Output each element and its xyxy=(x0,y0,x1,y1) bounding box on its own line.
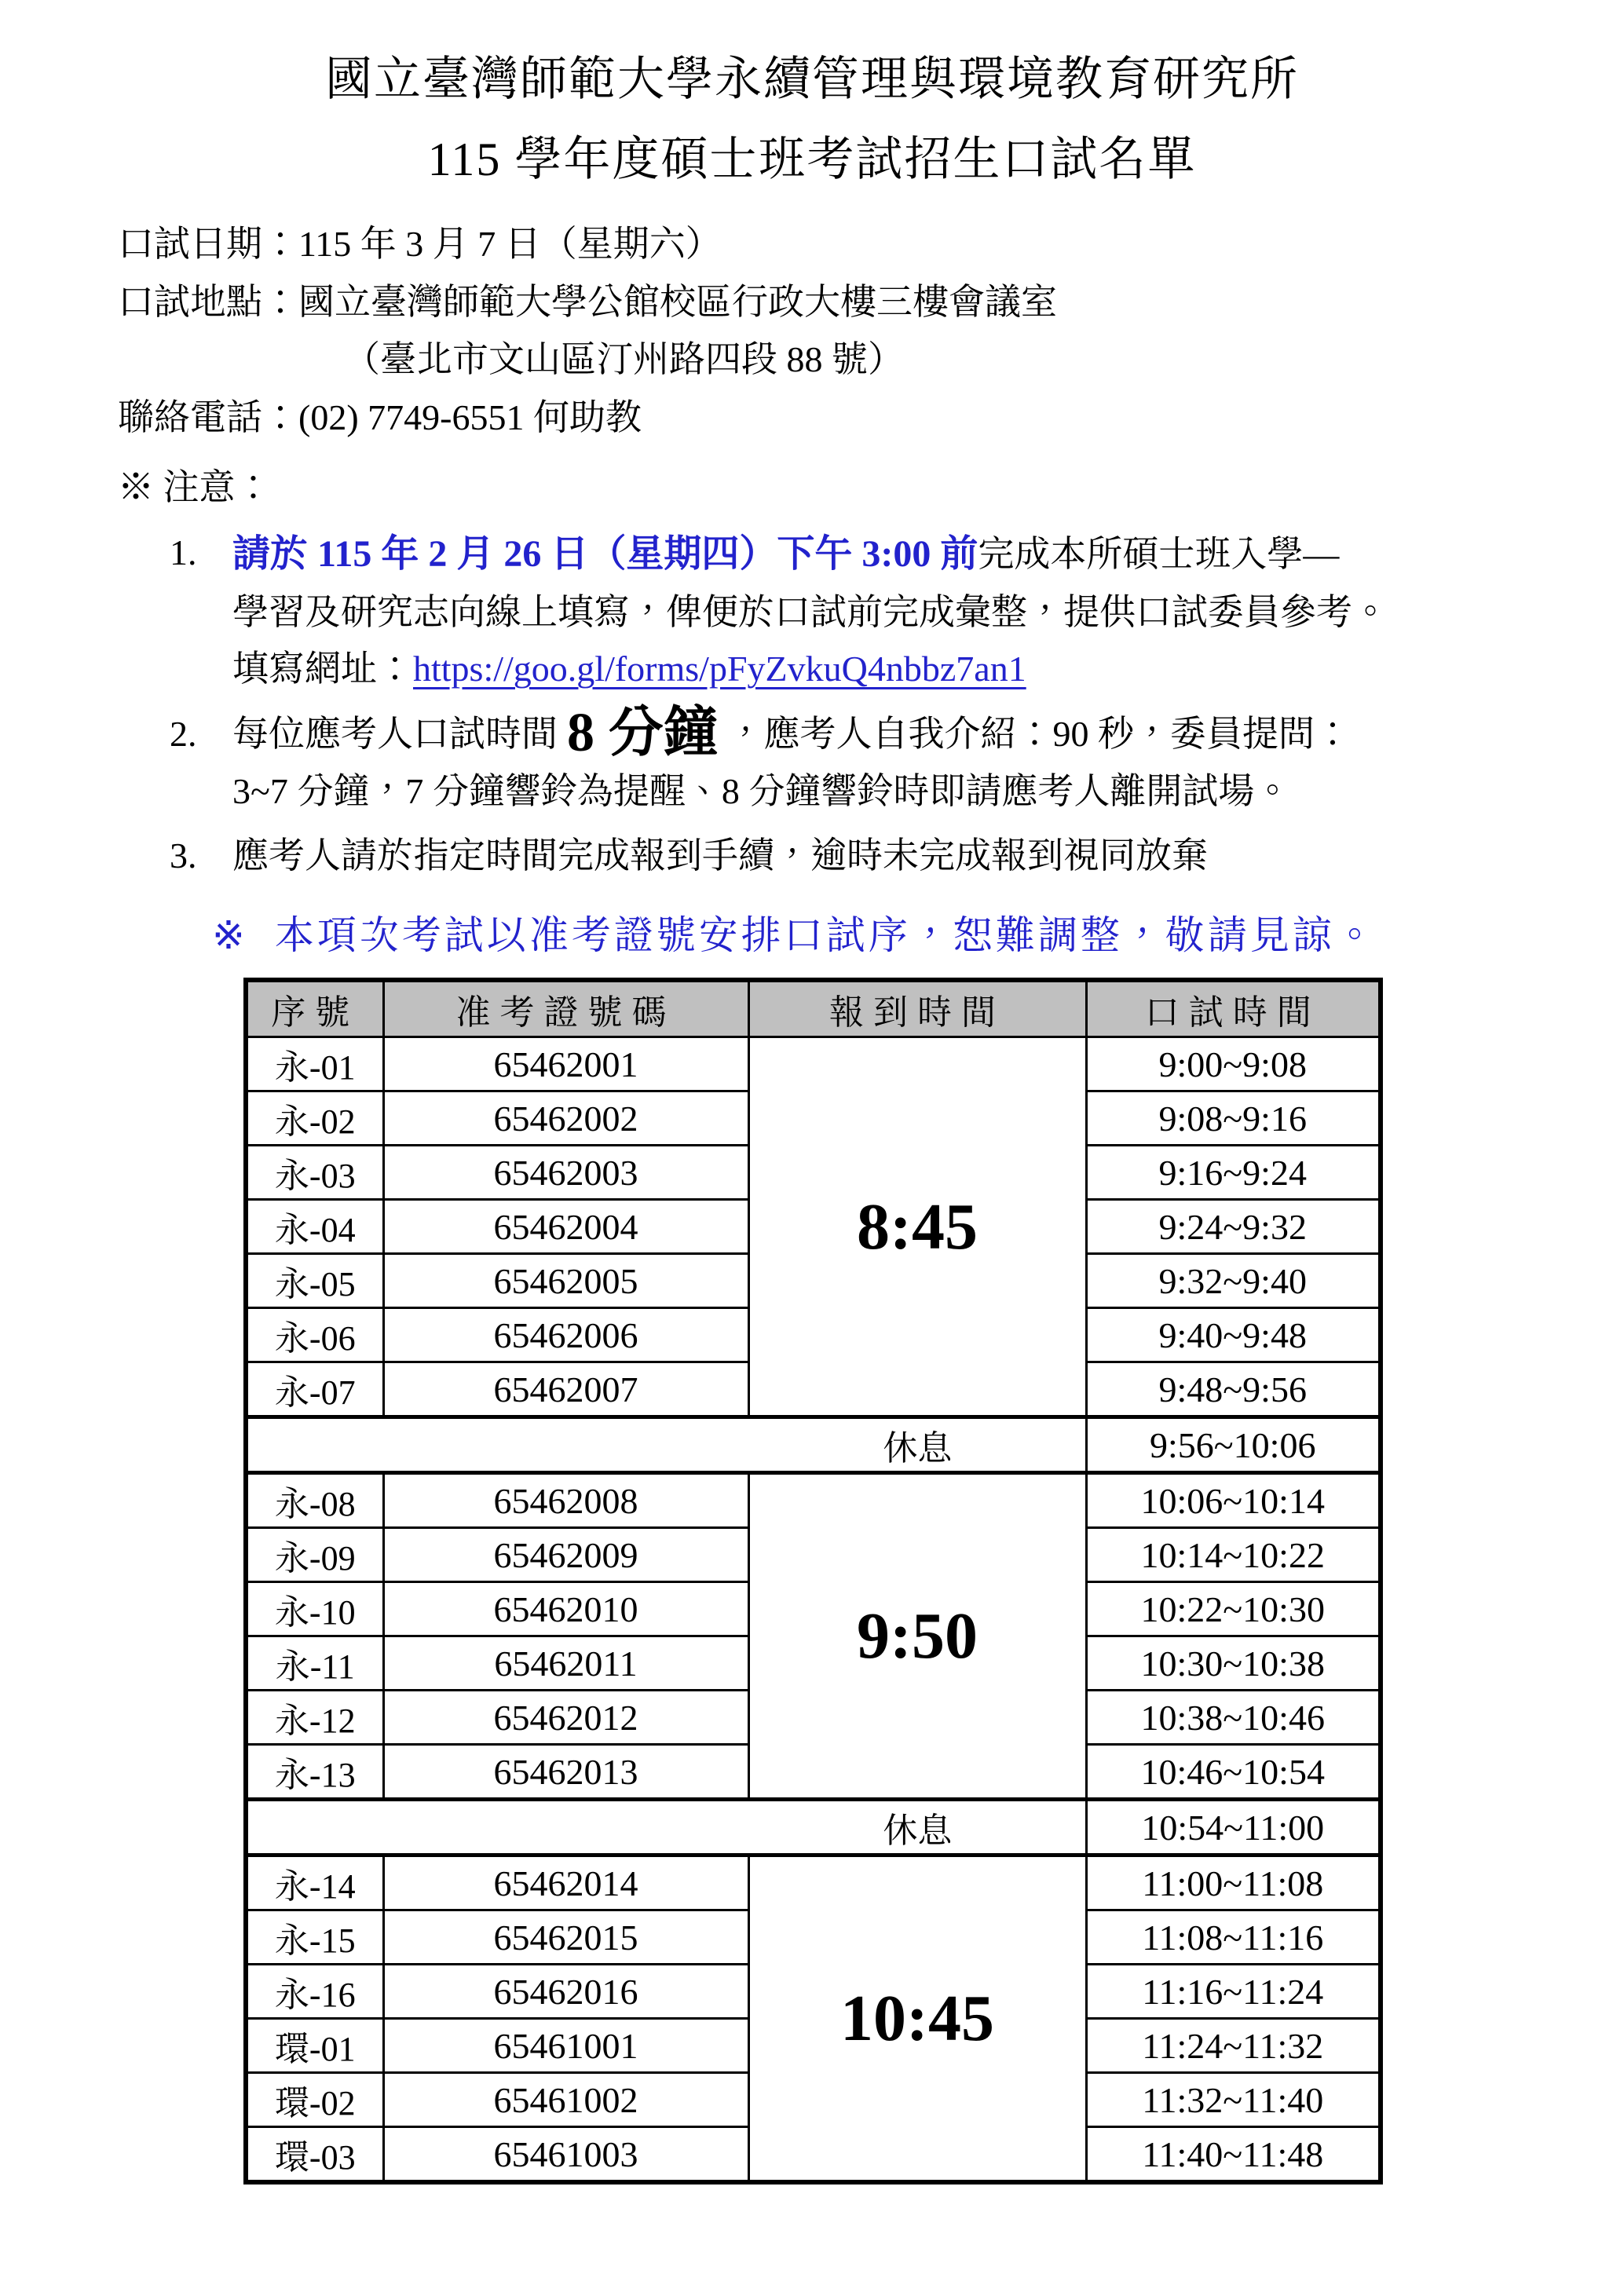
col-header-report-time: 報到時間 xyxy=(748,980,1086,1037)
seq-cell: 永-02 xyxy=(246,1091,383,1146)
note-3-number: 3. xyxy=(170,835,197,876)
seq-cell: 永-15 xyxy=(246,1910,383,1965)
interview-time-cell: 11:24~11:32 xyxy=(1086,2019,1381,2073)
candidate-id-cell: 65462011 xyxy=(383,1636,748,1691)
interview-time-cell: 11:40~11:48 xyxy=(1086,2127,1381,2183)
candidate-id-cell: 65462013 xyxy=(383,1745,748,1800)
interview-time-cell: 9:08~9:16 xyxy=(1086,1091,1381,1146)
seq-cell: 永-09 xyxy=(246,1528,383,1582)
break-time-cell: 9:56~10:06 xyxy=(1086,1417,1381,1473)
table-row xyxy=(246,1473,1381,1528)
break-label: 休息 xyxy=(883,1429,953,1468)
candidate-id-cell: 65462015 xyxy=(383,1910,748,1965)
candidate-id-cell: 65462003 xyxy=(383,1146,748,1200)
break-time-cell: 10:54~11:00 xyxy=(1086,1800,1381,1855)
seq-cell: 永-11 xyxy=(246,1636,383,1691)
interview-time-cell: 10:30~10:38 xyxy=(1086,1636,1381,1691)
duration-highlight: 8 分鐘 xyxy=(567,703,719,764)
note-2-line-2: 3~7 分鐘，7 分鐘響鈴為提醒、8 分鐘響鈴時即請應考人離開試場。 xyxy=(232,770,1291,811)
note-1-line-1-tail: 完成本所碩士班入學— xyxy=(978,533,1340,574)
document-title xyxy=(0,0,1624,199)
interview-time-cell: 10:46~10:54 xyxy=(1086,1745,1381,1800)
break-cell xyxy=(246,1417,1086,1473)
break-row-1 xyxy=(246,1417,1381,1473)
deadline-highlight: 請於 115 年 2 月 26 日（星期四）下午 3:00 前 xyxy=(232,532,978,575)
schedule-table xyxy=(243,978,1383,2184)
notice-mark: ※ xyxy=(212,913,248,958)
report-time-cell-group2: 9:50 xyxy=(748,1473,1086,1800)
interview-time-cell: 9:24~9:32 xyxy=(1086,1200,1381,1254)
candidate-id-cell: 65462009 xyxy=(383,1528,748,1582)
seq-cell: 永-10 xyxy=(246,1582,383,1636)
seq-cell: 永-01 xyxy=(246,1037,383,1091)
document-body xyxy=(0,215,1624,2184)
exam-info xyxy=(118,215,1538,446)
note-2-tail: ，應考人自我介紹：90 秒，委員提問： xyxy=(727,714,1351,755)
seq-cell: 環-02 xyxy=(246,2073,383,2127)
exam-location-line: 口試地點：國立臺灣師範大學公館校區行政大樓三樓會議室 xyxy=(118,281,1057,322)
seq-cell: 環-01 xyxy=(246,2019,383,2073)
break-cell xyxy=(246,1800,1086,1855)
table-header-row xyxy=(246,980,1381,1037)
candidate-id-cell: 65461002 xyxy=(383,2073,748,2127)
interview-time-cell: 10:38~10:46 xyxy=(1086,1691,1381,1745)
seq-cell: 永-06 xyxy=(246,1308,383,1362)
interview-time-cell: 10:22~10:30 xyxy=(1086,1582,1381,1636)
break-row-2 xyxy=(246,1800,1381,1855)
candidate-id-cell: 65462001 xyxy=(383,1037,748,1091)
interview-time-cell: 10:06~10:14 xyxy=(1086,1473,1381,1528)
candidate-id-cell: 65461001 xyxy=(383,2019,748,2073)
note-2-lead: 每位應考人口試時間 xyxy=(232,714,558,755)
note-1-number: 1. xyxy=(170,532,197,572)
candidate-id-cell: 65462004 xyxy=(383,1200,748,1254)
col-header-candidate-id: 准考證號碼 xyxy=(383,980,748,1037)
break-inner xyxy=(248,1420,1085,1470)
candidate-id-cell: 65461003 xyxy=(383,2127,748,2183)
candidate-id-cell: 65462012 xyxy=(383,1691,748,1745)
interview-time-cell: 9:48~9:56 xyxy=(1086,1362,1381,1417)
blue-notice-line xyxy=(212,904,1538,960)
seq-cell: 永-05 xyxy=(246,1254,383,1308)
table-row xyxy=(246,1037,1381,1091)
candidate-id-cell: 65462006 xyxy=(383,1308,748,1362)
note-1-body xyxy=(232,525,1538,698)
seq-cell: 永-16 xyxy=(246,1965,383,2019)
note-1-line-1 xyxy=(232,525,1538,584)
exam-date-line: 口試日期：115 年 3 月 7 日（星期六） xyxy=(118,224,722,264)
interview-time-cell: 9:40~9:48 xyxy=(1086,1308,1381,1362)
seq-cell: 永-13 xyxy=(246,1745,383,1800)
url-label: 填寫網址： xyxy=(232,649,413,689)
note-1-line-2: 學習及研究志向線上填寫，俾便於口試前完成彙整，提供口試委員參考。 xyxy=(232,591,1388,632)
notes-heading: ※ 注意： xyxy=(118,467,272,508)
break-inner xyxy=(248,1802,1085,1852)
interview-time-cell: 11:32~11:40 xyxy=(1086,2073,1381,2127)
candidate-id-cell: 65462005 xyxy=(383,1254,748,1308)
interview-time-cell: 11:08~11:16 xyxy=(1086,1910,1381,1965)
seq-cell: 環-03 xyxy=(246,2127,383,2183)
report-time-cell-group3: 10:45 xyxy=(748,1855,1086,2183)
interview-time-cell: 9:00~9:08 xyxy=(1086,1037,1381,1091)
title-line-2: 115 學年度碩士班考試招生口試名單 xyxy=(427,133,1197,185)
candidate-id-cell: 65462007 xyxy=(383,1362,748,1417)
notice-text: 本項次考試以准考證號安排口試序，恕難調整，敬請見諒。 xyxy=(274,913,1377,958)
note-2-body xyxy=(232,703,1538,820)
note-item-2 xyxy=(118,703,1538,820)
candidate-id-cell: 65462016 xyxy=(383,1965,748,2019)
col-header-seq: 序號 xyxy=(246,980,383,1037)
candidate-id-cell: 65462010 xyxy=(383,1582,748,1636)
seq-cell: 永-03 xyxy=(246,1146,383,1200)
seq-cell: 永-08 xyxy=(246,1473,383,1528)
note-2-line-1 xyxy=(232,703,1538,764)
seq-cell: 永-04 xyxy=(246,1200,383,1254)
seq-cell: 永-07 xyxy=(246,1362,383,1417)
note-2-number: 2. xyxy=(170,714,197,755)
break-label: 休息 xyxy=(883,1812,953,1851)
candidate-id-cell: 65462014 xyxy=(383,1855,748,1910)
seq-cell: 永-14 xyxy=(246,1855,383,1910)
note-item-3 xyxy=(118,828,1538,885)
candidate-id-cell: 65462002 xyxy=(383,1091,748,1146)
exam-address-line: （臺北市文山區汀州路四段 88 號） xyxy=(344,339,904,380)
seq-cell: 永-12 xyxy=(246,1691,383,1745)
col-header-interview-time: 口試時間 xyxy=(1086,980,1381,1037)
form-url-link[interactable]: https://goo.gl/forms/pFyZvkuQ4nbbz7an1 xyxy=(413,649,1026,689)
schedule-table-wrap xyxy=(243,978,1538,2184)
note-3-body: 應考人請於指定時間完成報到手續，逾時未完成報到視同放棄 xyxy=(232,835,1208,876)
interview-time-cell: 11:16~11:24 xyxy=(1086,1965,1381,2019)
interview-time-cell: 9:16~9:24 xyxy=(1086,1146,1381,1200)
interview-time-cell: 11:00~11:08 xyxy=(1086,1855,1381,1910)
note-item-1 xyxy=(118,525,1538,698)
note-1-url-line xyxy=(232,641,1538,698)
title-line-1: 國立臺灣師範大學永續管理與環境教育研究所 xyxy=(325,53,1299,105)
contact-phone-line: 聯絡電話：(02) 7749-6551 何助教 xyxy=(118,397,642,437)
candidate-id-cell: 65462008 xyxy=(383,1473,748,1528)
interview-time-cell: 9:32~9:40 xyxy=(1086,1254,1381,1308)
table-row xyxy=(246,1855,1381,1910)
interview-time-cell: 10:14~10:22 xyxy=(1086,1528,1381,1582)
report-time-cell-group1: 8:45 xyxy=(748,1037,1086,1417)
